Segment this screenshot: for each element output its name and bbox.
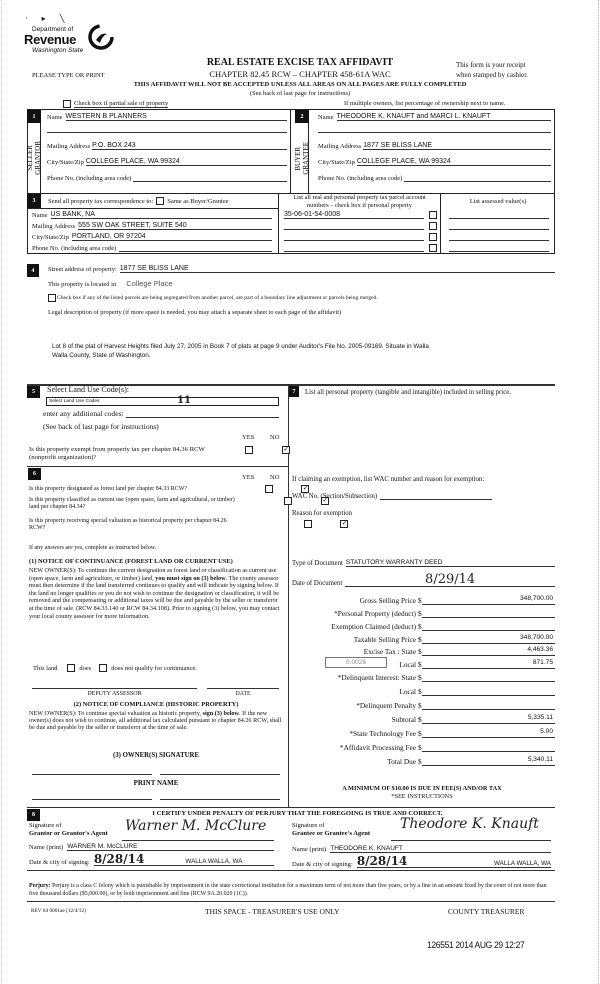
parcel-row — [284, 208, 550, 219]
does-not-qualify-checkbox[interactable] — [99, 664, 107, 672]
grantor-date-row — [29, 854, 274, 866]
seller-mailing-row — [47, 142, 287, 150]
please-type-note: PLEASE TYPE OR PRINT — [32, 72, 105, 79]
minimum-due-note: A MINIMUM OF $10.00 IS DUE IN FEE(S) AND/OR TAX — [342, 785, 502, 792]
gross-selling-price-label: Gross Selling Price — [359, 596, 416, 605]
personal-property-deduct-row — [290, 606, 555, 618]
receipt-note-1: This form is your receipt — [456, 61, 526, 69]
grantee-signature-label: Signature of Grantee or Grantee's Agent — [292, 822, 371, 837]
delinquent-interest-local-row — [290, 684, 555, 696]
current-use-question: Is this property classified as current use (open space, farm and agricultural, or timber) land per chapter 84.34? — [29, 497, 235, 510]
located-in-label: This property is located in — [48, 281, 117, 288]
additional-codes-row — [43, 409, 279, 418]
deputy-assessor-signature-line[interactable] — [32, 688, 197, 689]
affidavit-processing-fee-label: *Affidavit Processing Fee — [339, 743, 416, 752]
buyer-name-line2[interactable] — [318, 132, 551, 133]
document-type-label: Type of Document — [292, 560, 343, 567]
section3-header-rule — [27, 208, 278, 209]
parcel-number-field[interactable] — [284, 222, 424, 230]
form-title: REAL ESTATE EXCISE TAX AFFIDAVIT — [206, 57, 394, 68]
forest-land-question: Is this property designated as forest land per chapter 84.33 RCW? — [29, 486, 188, 492]
currency-symbol: $ — [418, 647, 422, 656]
wac-row — [292, 492, 492, 500]
owner-signature-title: (3) OWNER(S) SIGNATURE — [113, 752, 199, 759]
document-type-field[interactable]: STATUTORY WARRANTY DEED — [346, 559, 555, 567]
tax-phone-row — [32, 244, 272, 252]
historic-property-question: Is this property receiving special valuation as historical property per chapter 84.26 RCW? — [29, 518, 227, 531]
parcel-row — [284, 219, 550, 230]
assessed-header: List assessed value(s) — [469, 198, 527, 205]
buyer-mailing-field[interactable]: 1877 SE BLISS LANE — [363, 142, 551, 150]
currency-symbol: $ — [418, 743, 422, 752]
currency-symbol: $ — [418, 729, 422, 738]
street-address-field[interactable]: 1877 SE BLISS LANE — [120, 265, 555, 273]
assessor-date-line[interactable] — [207, 688, 279, 689]
seller-phone-field[interactable] — [133, 173, 287, 182]
nonprofit-exempt-question: Is this property exempt from property tax per chapter 84.36 RCW (nonprofit organization)? — [29, 446, 205, 461]
buyer-grantee-label: BUYER GRANTEE — [293, 141, 310, 175]
section6-number: 6 — [28, 468, 41, 480]
assessed-value-field[interactable] — [449, 244, 549, 252]
taxable-selling-price-label: Taxable Selling Price — [353, 635, 416, 644]
state-technology-fee-label: *State Technology Fee — [349, 729, 416, 738]
section6-top-rule — [27, 466, 288, 467]
seller-grantor-label: SELLER GRANTOR — [25, 141, 42, 175]
excise-tax-state-row — [290, 644, 555, 656]
grantee-date-field[interactable]: 8/28/14 — [357, 856, 412, 868]
subtotal-field[interactable]: 5,335.11 — [422, 714, 555, 724]
section5-instructions: (See back of last page for instructions) — [43, 422, 159, 431]
does-not-qualify-label: does not qualify for continuance. — [111, 664, 198, 672]
tax-mailing-row — [32, 222, 272, 230]
grantor-date-field[interactable]: 8/28/14 — [94, 854, 154, 866]
personal-property-checkbox[interactable] — [429, 244, 437, 252]
additional-codes-field[interactable] — [126, 410, 279, 418]
continuance-qualify-row — [33, 664, 197, 672]
notice-continuance-text: NEW OWNER(S): To continue the current designation as forest land or classification as current use (open space, farm and agriculture, or timber) land, you must sign on (3) below. The county assessor must then determine if the land transferred continues to qualify and will indicate by signing below. If the land no longer qualifies or you do not wish to continue the designation or classification, it will be removed and the compensating or additional taxes will be due and payable by the seller or transferor at the time of sale. (RCW 84.33.140 or RCW 84.34.108). Prior to signing (3) below, you may contact your local county assessor for more information. — [29, 567, 280, 620]
section8-top-rule — [27, 807, 555, 808]
seller-mailing-label: Mailing Address — [47, 143, 91, 150]
seller-name-line2[interactable] — [47, 132, 287, 133]
wac-label: WAC No. (Section/Subsection) — [292, 493, 378, 500]
currency-symbol: $ — [418, 635, 422, 644]
currency-symbol: $ — [418, 687, 422, 696]
grantor-name-field[interactable]: WARNER M. McCLURE — [67, 843, 274, 851]
currency-symbol: $ — [418, 622, 422, 631]
buyer-phone-label: Phone No. (including area code) — [318, 175, 403, 182]
perjury-top-rule — [27, 870, 555, 871]
grantor-date-label: Date & city of signing: — [29, 859, 90, 866]
partial-sale-checkbox[interactable] — [63, 100, 71, 108]
land-use-label: Select Land Use Code(s): — [47, 385, 129, 394]
seller-name-field[interactable]: WESTERN B PLANNERS — [66, 113, 287, 121]
send-correspondence-row — [48, 197, 229, 205]
document-date-row — [292, 574, 555, 587]
certify-statement: I CERTIFY UNDER PENALTY OF PERJURY THAT THE FOREGOING IS TRUE AND CORRECT. — [152, 810, 443, 817]
currency-symbol: $ — [418, 701, 422, 710]
total-due-label: Total Due — [387, 757, 416, 766]
buyer-grantee-sidebar — [295, 123, 309, 193]
perjury-statement: Perjury: Perjury is a class C felony which is punishable by imprisonment in the state correctional institution for a maximum term of not more than five years, or by a fine in an amount fixed by the court of not more than five thousand dollars ($5,000.00), or by both imprisonment and fine (RCW 9A.20.020 (1C)). — [29, 883, 547, 897]
dor-swoosh-logo-icon — [88, 24, 114, 50]
gross-selling-price-field[interactable]: 348,700.00 — [422, 595, 555, 605]
parties-divider — [290, 109, 291, 193]
affidavit-processing-fee-field[interactable] — [422, 742, 555, 752]
taxable-selling-price-row — [290, 632, 555, 644]
parcel-header: List all real and personal property tax parcel account numbers – check box if personal property — [293, 194, 426, 209]
send-correspondence-label: Send all property tax correspondence to: — [48, 197, 154, 205]
exemption-label: If claiming an exemption, list WAC number and reason for exemption: — [292, 476, 485, 483]
subtotal-row — [290, 712, 555, 724]
tax-name-label: Name — [32, 212, 48, 219]
section5-number: 5 — [27, 386, 40, 398]
this-land-label: This land — [33, 664, 58, 672]
buyer-name-row — [318, 113, 551, 121]
grantee-date-label: Date & city of signing: — [292, 861, 353, 868]
delinquent-interest-local-label: Local — [399, 687, 416, 696]
exemption-claimed-row — [290, 619, 555, 631]
print-name-line-2[interactable] — [160, 799, 280, 800]
owner-signature-line-1[interactable] — [32, 774, 152, 775]
legal-description-label: Legal description of property (if more space is needed, you may attach a separate sheet to each page of the affidavit) — [48, 309, 342, 316]
personal-property-deduct-label: *Personal Property (deduct) — [334, 609, 416, 618]
historic-no-checkbox[interactable] — [340, 520, 348, 528]
print-name-line-1[interactable] — [32, 799, 152, 800]
buyer-name-label: Name — [318, 114, 334, 121]
seller-city-row — [47, 158, 287, 166]
forest-land-yes-checkbox[interactable] — [265, 485, 273, 493]
grantee-signature-line[interactable] — [391, 833, 551, 841]
segregated-parcel-checkbox[interactable] — [48, 294, 56, 302]
excise-tax-state-label: Excise Tax : State — [363, 647, 416, 656]
parcel-row — [284, 230, 550, 241]
reason-exemption-label: Reason for exemption — [292, 510, 353, 517]
partial-sale-row — [63, 100, 168, 108]
buyer-city-row — [318, 158, 551, 166]
excise-tax-state-field[interactable]: 4,463.36 — [422, 646, 555, 656]
personal-property-deduct-field[interactable] — [422, 608, 555, 618]
print-name-label: PRINT NAME — [133, 779, 179, 787]
nonprofit-yes-checkbox[interactable] — [245, 446, 253, 454]
parcel-list — [284, 208, 550, 252]
currency-symbol: $ — [418, 673, 422, 682]
notice-compliance-title: (2) NOTICE OF COMPLIANCE (HISTORIC PROPERTY) — [73, 701, 239, 708]
excise-tax-local-row — [290, 657, 555, 669]
delinquent-penalty-label: *Delinquent Penalty — [356, 701, 416, 710]
grantee-city-field[interactable]: WALLA WALLA, WA — [412, 860, 551, 868]
same-as-buyer-checkbox[interactable] — [156, 197, 164, 205]
tax-phone-label: Phone No. (including area code) — [32, 245, 117, 252]
buyer-mailing-row — [318, 142, 551, 150]
personal-property-label: List all personal property (tangible and intangible) included in selling price. — [305, 389, 511, 396]
currency-symbol: $ — [418, 757, 422, 766]
scan-edge-right — [598, 0, 599, 984]
section5-no-header: NO — [270, 434, 280, 441]
street-address-label: Street address of property: — [48, 266, 117, 273]
current-use-yes-checkbox[interactable] — [284, 497, 292, 505]
parcel-row — [284, 241, 550, 252]
subtotal-label: Subtotal — [391, 715, 416, 724]
currency-symbol: $ — [418, 596, 422, 605]
grantee-name-field[interactable]: THEODORE K. KNAUFT — [330, 845, 551, 853]
logo-agency-line1: Department of — [32, 26, 74, 33]
excise-tax-local-label: Local — [399, 660, 416, 669]
form-subtitle: CHAPTER 82.45 RCW – CHAPTER 458-61A WAC — [209, 69, 391, 79]
buyer-phone-field[interactable] — [404, 173, 551, 182]
land-use-select-value: 11 — [177, 395, 191, 406]
seller-name-row — [47, 113, 287, 121]
section1-number: 1 — [27, 110, 41, 123]
tax-phone-field[interactable] — [119, 244, 272, 252]
parcel-number-field[interactable] — [284, 233, 424, 241]
legal-description-field[interactable]: Lot 8 of the plat of Harvest Heights filed July 27, 2005 in Book 7 of plats at page 9 under Auditor's File No. 2005-09169. Situate in Walla Walla County, State of Washington. — [52, 343, 429, 359]
currency-symbol: $ — [418, 609, 422, 618]
instructions-note: (See back of last page for instructions) — [249, 90, 351, 97]
section6-yes-header: YES — [242, 474, 255, 481]
historic-yes-checkbox[interactable] — [304, 520, 312, 528]
delinquent-interest-local-field[interactable] — [422, 686, 555, 696]
state-technology-fee-field[interactable]: 5.00 — [422, 728, 555, 738]
receipt-note-2: when stamped by cashier. — [456, 71, 528, 79]
does-qualify-checkbox[interactable] — [67, 664, 75, 672]
buyer-city-field[interactable]: COLLEGE PLACE, WA 99324 — [357, 158, 551, 166]
assessor-date-label: DATE — [235, 691, 251, 697]
total-due-row — [290, 754, 555, 766]
grantor-signature-line[interactable] — [122, 833, 274, 841]
seller-city-label: City/State/Zip — [47, 159, 84, 166]
delinquent-interest-state-label: *Delinquent Interest: State — [337, 673, 416, 682]
currency-symbol: $ — [418, 715, 422, 724]
grantee-date-row — [292, 856, 551, 868]
exemption-claimed-field[interactable] — [422, 621, 555, 631]
seller-phone-row — [47, 173, 287, 182]
segregated-row — [48, 294, 378, 302]
land-use-select[interactable] — [46, 397, 279, 406]
nonprofit-no-checkbox[interactable] — [282, 446, 290, 454]
delinquent-penalty-row — [290, 698, 555, 710]
buyer-city-label: City/State/Zip — [318, 159, 355, 166]
notice-continuance-title: (1) NOTICE OF CONTINUANCE (FOREST LAND OR CURRENT USE) — [29, 558, 233, 565]
personal-property-checkbox[interactable] — [429, 211, 437, 219]
deputy-assessor-label: DEPUTY ASSESSOR — [87, 691, 142, 697]
grantor-name-row — [29, 843, 274, 851]
taxable-selling-price-field[interactable]: 348,700.00 — [422, 634, 555, 644]
seller-grantor-sidebar — [27, 123, 41, 193]
does-label: does — [79, 664, 92, 672]
exemption-claimed-label: Exemption Claimed (deduct) — [331, 622, 416, 631]
section5-yes-header: YES — [242, 434, 255, 441]
section7-number: 7 — [289, 386, 299, 397]
segregated-parcel-label: Check box if any of the listed parcels are being segregated from another parcel, are part of a boundary line adjustment or parcels being merged. — [57, 295, 378, 301]
tax-name-field[interactable]: US BANK, NA — [51, 211, 272, 219]
county-treasurer: COUNTY TREASURER — [448, 907, 525, 916]
buyer-mailing-label: Mailing Address — [318, 143, 362, 150]
partial-sale-label: Check box if partial sale of property — [74, 100, 169, 107]
seller-city-field[interactable]: COLLEGE PLACE, WA 99324 — [86, 158, 287, 166]
notice-compliance-text: NEW OWNER(S): To continue special valuation as historic property, sign (3) below. If the new owner(s) does not wish to continue, all additional tax calculated pursuant to chapter 84.26 RCW, shall be due and payable by the seller or transferor at the time of sale. — [29, 710, 282, 732]
section6-no-header: NO — [270, 474, 280, 481]
tax-name-row — [32, 211, 272, 219]
personal-property-checkbox[interactable] — [429, 222, 437, 230]
see-instructions-note: *SEE INSTRUCTIONS — [391, 793, 453, 800]
grantor-signature-label: Signature of Grantor or Grantor's Agent — [29, 822, 108, 837]
same-as-buyer-label: Same as Buyer/Grantee — [167, 197, 229, 205]
scan-marks: · ▸ ╲ — [25, 14, 71, 23]
seller-phone-label: Phone No. (including area code) — [47, 175, 132, 182]
wac-field[interactable] — [380, 492, 492, 500]
parcel-number-field[interactable] — [284, 244, 424, 252]
if-yes-note: If any answers are yes, complete as instructed below. — [29, 545, 157, 551]
tax-mailing-field[interactable]: 555 SW OAK STREET, SUITE 540 — [78, 222, 272, 230]
additional-codes-label: enter any additional codes: — [43, 409, 124, 418]
assessed-value-field[interactable] — [449, 233, 549, 241]
treasurer-stamp: 126551 2014 AUG 29 12:27 — [427, 940, 525, 951]
affidavit-processing-fee-row — [290, 740, 555, 752]
tax-city-label: City/State/Zip — [32, 234, 69, 241]
assessed-value-field[interactable] — [449, 218, 549, 219]
grantor-signature: Warner M. McClure — [125, 818, 267, 834]
delinquent-interest-state-row — [290, 670, 555, 682]
excise-tax-local-field[interactable]: 871.75 — [422, 659, 555, 669]
logo-agency-line2: Revenue — [24, 32, 77, 47]
local-rate-field[interactable]: 0.0026 — [325, 657, 387, 668]
land-use-select-placeholder: Select Land Use Codes — [49, 399, 100, 404]
scan-edge-left — [1, 0, 2, 984]
seller-name-label: Name — [47, 114, 63, 121]
buyer-name-field[interactable]: THEODORE K. KNAUFT and MARCI L. KNAUFT — [337, 113, 551, 121]
total-due-field[interactable]: 5,340.11 — [422, 756, 555, 766]
grantee-name-row — [292, 845, 551, 853]
assessed-value-field[interactable] — [449, 222, 549, 230]
gross-selling-price-row — [290, 593, 555, 605]
located-in-row — [48, 279, 173, 288]
treasurer-use-only: THIS SPACE - TREASURER'S USE ONLY — [205, 907, 340, 916]
completion-warning: THIS AFFIDAVIT WILL NOT BE ACCEPTED UNLESS ALL AREAS ON ALL PAGES ARE FULLY COMPLETED — [133, 81, 467, 88]
document-type-row — [292, 559, 555, 567]
delinquent-penalty-field[interactable] — [422, 700, 555, 710]
currency-symbol: $ — [418, 660, 422, 669]
personal-property-checkbox[interactable] — [429, 233, 437, 241]
buyer-phone-row — [318, 173, 551, 182]
grantor-city-field[interactable]: WALLA WALLA, WA — [154, 858, 274, 866]
multiple-owners-note: If multiple owners, list percentage of ownership next to name. — [344, 100, 506, 107]
located-in-field[interactable]: College Place — [126, 279, 173, 288]
logo-agency-line3: Washington State — [32, 47, 84, 54]
document-date-field[interactable]: 8/29/14 — [345, 574, 555, 587]
tax-city-field[interactable]: PORTLAND, OR 97204 — [72, 233, 272, 241]
state-technology-fee-row — [290, 726, 555, 738]
delinquent-interest-state-field[interactable] — [422, 672, 555, 682]
grantor-name-label: Name (print) — [29, 844, 64, 851]
seller-mailing-field[interactable]: P.O. BOX 243 — [92, 142, 287, 150]
parcel-number-field[interactable]: 35-06-01-54-0008 — [284, 211, 424, 219]
street-address-row — [48, 265, 555, 273]
grantee-signature: Theodore K. Knauft — [400, 816, 539, 832]
owner-signature-line-2[interactable] — [160, 774, 280, 775]
tax-mailing-label: Mailing Address — [32, 223, 76, 230]
grantee-name-label: Name (print) — [292, 846, 327, 853]
section4-number: 4 — [27, 264, 39, 277]
document-date-label: Date of Document — [292, 580, 343, 587]
perjury-bottom-rule — [27, 901, 555, 902]
tax-city-row — [32, 233, 272, 241]
rev-code: REV 84 0001ae (12/4/12) — [31, 908, 86, 914]
section2-number: 2 — [295, 110, 309, 123]
section8-number: 8 — [27, 809, 40, 821]
section3-number: 3 — [27, 194, 41, 208]
